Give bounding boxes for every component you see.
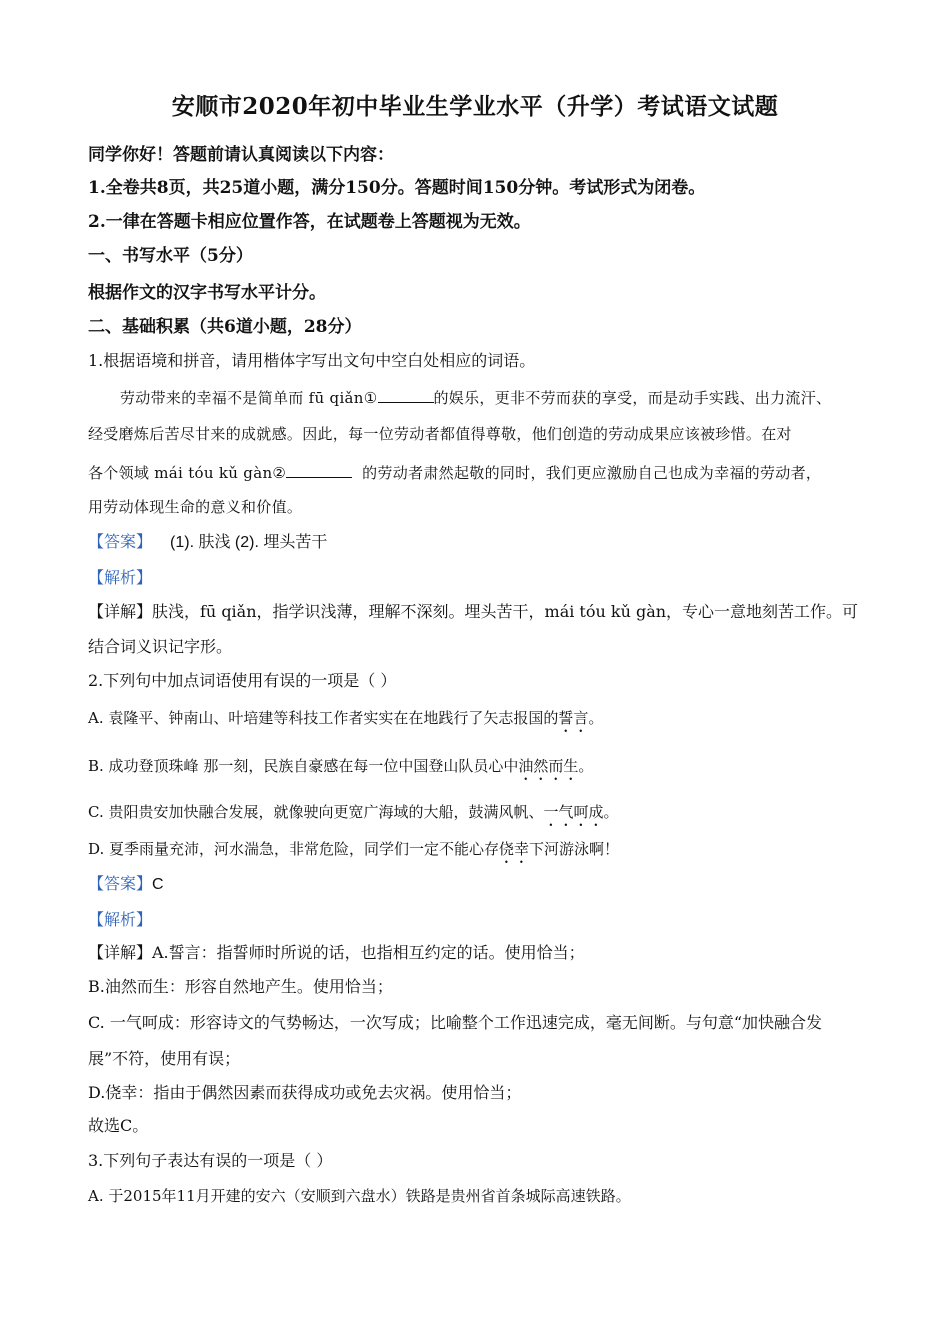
question-2-option-d — [88, 838, 619, 867]
intro-greeting: 同学你好！答题前请认真阅读以下内容： — [88, 145, 394, 165]
passage-text: 的劳动者肃然起敬的同时，我们更应激励自己也成为幸福的劳动者， — [362, 464, 822, 482]
intro-rule-2: 2.一律在答题卡相应位置作答，在试题卷上答题视为无效。 — [88, 212, 531, 232]
intro-rule-1: 1.全卷共8页，共25道小题，满分150分。答题时间150分钟。考试形式为闭卷。 — [88, 178, 706, 198]
question-2-detail-line-6: 故选C。 — [88, 1116, 149, 1135]
option-text: 。 — [588, 709, 604, 727]
question-2-analysis-tag: 【解析】 — [88, 910, 153, 929]
question-1-detail-line-2: 结合词义识记字形。 — [88, 637, 233, 656]
question-1-passage-line-2: 经受磨炼后苦尽甘来的成就感。因此，每一位劳动者都值得尊敬，他们创造的劳动成果应该被珍惜。在对 — [88, 425, 792, 443]
passage-text: 的娱乐，更非不劳而获的享受，而是动手实践、出力流汗、 — [433, 389, 832, 407]
answer-tag: 【答案】 — [88, 532, 153, 551]
question-2-detail-line-1: 【详解】A.誓言：指誓师时所说的话，也指相互约定的话。使用恰当； — [88, 943, 585, 962]
dotted-word: 一气呵成 — [543, 803, 604, 821]
question-1-analysis-tag: 【解析】 — [88, 568, 153, 587]
question-2-answer — [88, 873, 164, 896]
question-1-stem: 1.根据语境和拼音，请用楷体字写出文句中空白处相应的词语。 — [88, 351, 536, 370]
question-2-detail-line-5: D.侥幸：指由于偶然因素而获得成功或免去灾祸。使用恰当； — [88, 1083, 522, 1102]
dotted-word: 油然而生 — [518, 757, 579, 775]
question-2-detail-line-3: C. 一气呵成：形容诗文的气势畅达，一次写成；比喻整个工作迅速完成，毫无间断。与句意“加快融合发 — [88, 1013, 823, 1032]
page-title: 安顺市2020年初中毕业生学业水平（升学）考试语文试题 — [171, 93, 779, 120]
answer-text: C — [152, 876, 164, 893]
option-text: A. 袁隆平、钟南山、叶培建等科技工作者实实在在地践行了矢志报国的 — [88, 709, 559, 727]
question-2-detail-line-2: B.油然而生：形容自然地产生。使用恰当； — [88, 977, 393, 996]
passage-text: 各个领域 mái tóu kǔ gàn② — [88, 464, 287, 482]
option-text: 。 — [578, 757, 594, 775]
answer-tag: 【答案】 — [88, 874, 153, 893]
dotted-word: 侥幸 — [499, 840, 530, 858]
question-1-passage-line-3 — [88, 461, 821, 484]
question-1-detail-line-1: 【详解】肤浅，fū qiǎn，指学识浅薄，理解不深刻。埋头苦干，mái tóu kǔ gàn，专心一意地刻苦工作。可 — [88, 602, 859, 621]
question-2-option-c — [88, 801, 619, 830]
section-2-heading: 二、基础积累（共6道小题，28分） — [88, 317, 362, 337]
question-1-passage-line-1 — [120, 386, 831, 409]
question-2-detail-line-4: 展”不符，使用有误； — [88, 1049, 241, 1068]
question-1-passage-line-4: 用劳动体现生命的意义和价值。 — [88, 498, 303, 516]
option-text: 。 — [603, 803, 619, 821]
answer-blank-2 — [286, 461, 352, 478]
question-2-stem: 2.下列句中加点词语使用有误的一项是（ ） — [88, 671, 397, 690]
option-text: B. 成功登顶珠峰 那一刻，民族自豪感在每一位中国登山队员心中 — [88, 757, 519, 775]
question-3-option-a: A. 于2015年11月开建的安六（安顺到六盘水）铁路是贵州省首条城际高速铁路。 — [88, 1187, 631, 1205]
question-2-option-a — [88, 707, 603, 736]
section-1-desc: 根据作文的汉字书写水平计分。 — [88, 283, 326, 303]
section-1-heading: 一、书写水平（5分） — [88, 246, 253, 266]
dotted-word: 誓言 — [558, 709, 589, 727]
passage-text: 劳动带来的幸福不是简单而 fū qiǎn① — [120, 389, 378, 407]
question-1-answer — [88, 531, 327, 554]
question-2-option-b — [88, 755, 593, 784]
answer-blank-1 — [378, 386, 434, 403]
option-text: C. 贵阳贵安加快融合发展，就像驶向更宽广海域的大船，鼓满风帆、 — [88, 803, 544, 821]
option-text: D. 夏季雨量充沛，河水湍急，非常危险，同学们一定不能心存 — [88, 840, 500, 858]
option-text: 下河游泳啊！ — [529, 840, 620, 858]
question-3-stem: 3.下列句子表达有误的一项是（ ） — [88, 1151, 333, 1170]
answer-text: (1). 肤浅 (2). 埋头苦干 — [170, 534, 328, 551]
